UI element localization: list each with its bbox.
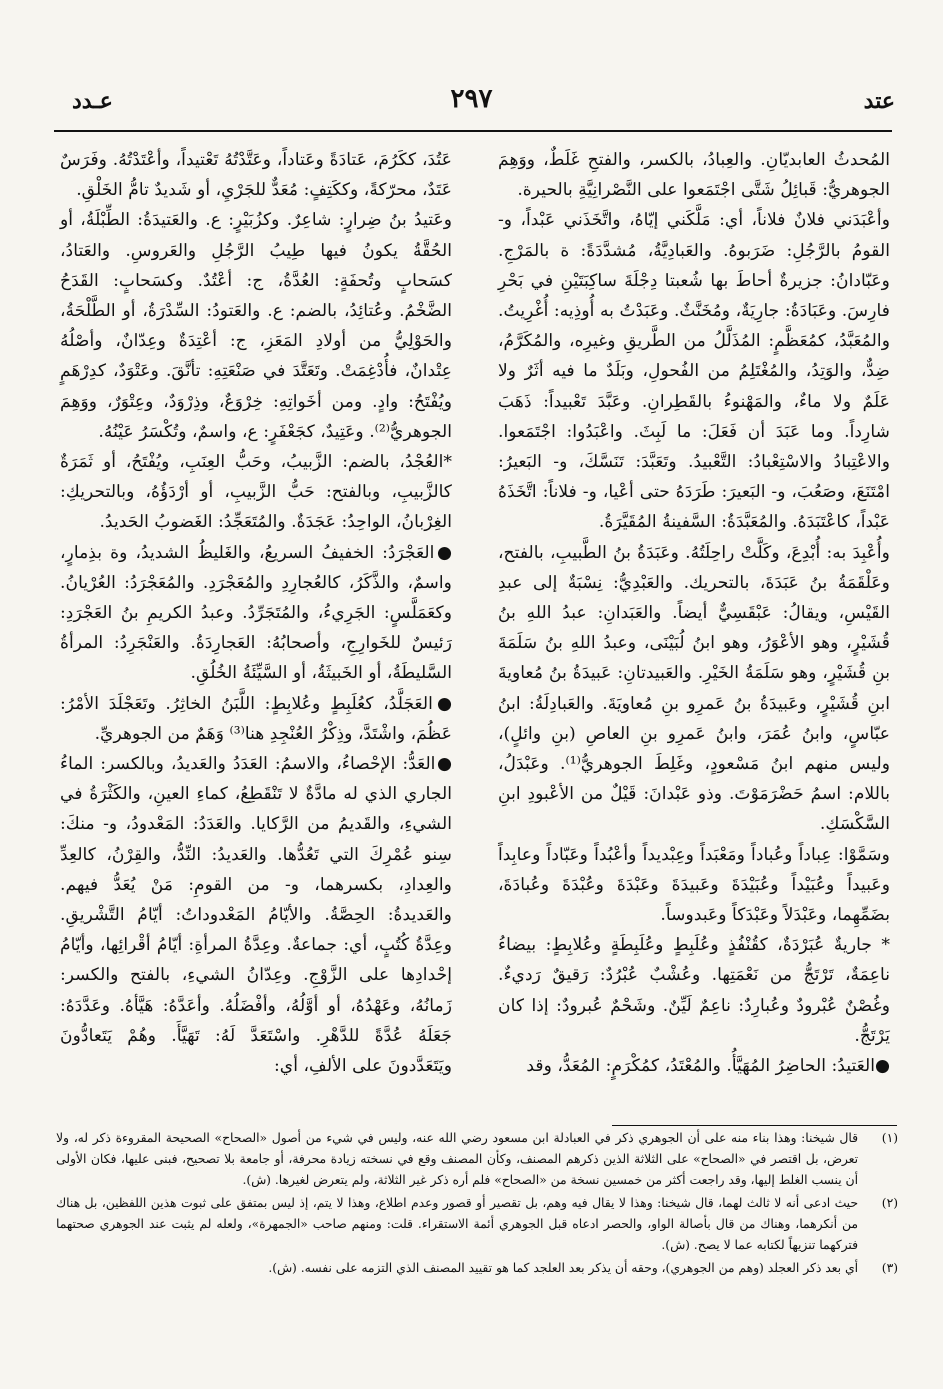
paragraph: * جاريةٌ عُبَرْدَةٌ، كقُنْفُذٍ وعُلَبِطٍ وعُلَبِطَةٍ وعُلابِطٍ: بيضاءُ ناعِمَةٌ، تَرْتَجُّ من نَعْمَتِها. وعُشْبٌ عُبْرُدٌ: رَقيقٌ رَديءٌ. وغُصْنٌ عُبْرودٌ وعُبارِدٌ: ناعِمٌ لَيِّنٌ. وشَحْمٌ عُبرودٌ: إذا كان يَرْتَجُّ. [498,935,890,1046]
footnote-number: (٣) [881,1261,898,1275]
footnote [56,1193,898,1256]
paragraph: ●العَتيدُ: الحاضِرُ المُهَيَّأُ. والمُعْتَدُ، كمُكْرَمٍ: المُعَدُّ، وقد [526,1056,890,1077]
footnote-number: (٢) [881,1196,898,1210]
footnote [56,1258,898,1279]
footnote-number: (١) [881,1131,898,1145]
paragraph: ●العَجْرَدُ: الخفيفُ السريعُ، والغَليظُ الشديدُ، وة بذِمارٍ، واسمٌ، والذَّكَرُ، كالعُجارِدِ والمُعَجْرَدِ. والمُعَجْرَدُ: العُرْيانُ. وكعَمَلَّسٍ: الجَرِيءُ، والمُتَجَرِّدُ. وعبدُ الكريمِ بنُ العَجْرَدِ: رَئيسٌ للخَوارِجِ، وأصحابُهُ: العَجارِدَةُ. والعَنْجَرِدُ: المرأةُ السَّليطَةُ، أو الخَبيثَةُ، أو السَّيِّئَةُ الخُلُقِ. [60,542,452,684]
left-column [60,145,452,1081]
paragraph: وعَتيدُ بنُ ضِرارٍ: شاعِرٌ. وكزُبَيْرٍ: ع. والعَتيدَةُ: الطِّبْلَةُ، أو الحُقَّةُ يكونُ فيها طِيبُ الرَّجُلِ والعَروسِ. والعَتادُ، كسَحابٍ وتُحفَةٍ: العُدَّةُ، ج: أعْتُدٌ. وكسَحابٍ: القَدَحُ الضَّخْمُ. وعُتائِدُ، بالضم: ع. والعَتودُ: السِّدْرَةُ، أو الطَّلْحَةُ، والحَوْلِيُّ من أولادِ المَعَزِ، ج: أعْتِدَةٌ وعِدّانٌ، وأصْلُهُ عِتْدانٌ، فأُدْغِمَتْ. وتَعَتَّدَ في صَنْعَتِهِ: تأنَّقَ. وعَتْوَدٌ، كدِرْهَمٍ ويُفْتَحُ: وادٍ. ومن أخَواتِهِ: خِرْوَعٌ، وذِرْوَدٌ، وعِتْوَرٌ، ووَهِمَ الجوهريُّ⁽²⁾. وعَتِيدٌ، كجَعْفَرٍ: ع، واسمٌ، وتُكْسَرُ عَيْنُهُ. [60,210,452,442]
paragraph: عَتُدَ، ككَرُمَ، عَتادَةً وعَتاداً، وعَتَّدْتُهُ تَعْتيداً، وأعْتَدْتُهُ. وفَرَسٌ عَتَدٌ، محرّكةً، وككَتِفٍ: مُعَدٌّ للجَرْيِ، أو شَديدٌ تامُّ الخَلْقِ. [60,150,452,201]
paragraph: المُحدثُ العابديّانِ. والعِبادُ، بالكسر، والفتحِ غَلَطٌ، ووَهِمَ الجوهريُّ: قَبائِلُ شَتَّى اجْتَمَعوا على النَّصْرانِيَّةِ بالحيرة. [498,150,890,201]
right-column [498,145,890,1081]
paragraph: وأُعْبِدَ به: أُبْدِعَ، وكَلَّتْ راحِلَتُهُ. وعَبَدَةُ بنُ الطَّبيبِ، بالفتح، وعَلْقَمَةُ بنُ عَبَدَةَ، بالتحريك. والعَبْدِيُّ: نِسْبَةٌ إلى عبدِ القَيْسِ، ويقالُ: عَبْقَسِيٌّ أيضاً. والعَبَدانِ: عبدُ اللهِ بنُ قُشَيْرٍ، وهو الأعْوَرُ، وهو ابنُ لُبَيْنَى، وعبدُ اللهِ بنُ سَلَمَةَ بنِ قُشَيْرٍ، وهو سَلَمَةُ الخَيْرِ. والعَبيدتانِ: عَبيدَةُ بنُ مُعاويةَ ابنِ قُشَيْرٍ، وعَبيدَةُ بنُ عَمرِو بنِ مُعاويَةَ. والعَبادِلَةُ: ابنُ عبّاسٍ، وابنُ عُمَرَ، وابنُ عَمرِو بنِ العاصِ (بنِ وائلٍ)، وليس منهم ابنُ مَسْعودٍ، وغَلِطَ الجوهريُّ⁽¹⁾. وعَبْدَلُ، باللام: اسمُ حَضْرَمَوْتَ. وذو عَبْدانَ: قَيْلٌ من الأعْبودِ ابنِ السَّكْسَكِ. [498,542,890,835]
paragraph: وسَمَّوْا: عِباداً وعُباداً ومَعْبَداً وعِبْديداً وأعْبُداً وعَبّاداً وعابِداً وعَبيداً وعُبَيْداً وعُبَيْدَةَ وعَبيدَةَ وعَبْدَةَ وعُبْدَةَ وعُبادَةَ، بضَمِّهِما، وعَبْدَلاً وعَبْدَكاً وعَبدوساً. [498,844,890,926]
paragraph: ●العَجَلَّدُ، كعُلَبِطٍ وعُلابِطٍ: اللَّبَنُ الخاثِرُ. وتَعَجْلَدَ الأمْرُ: عَظُمَ، واشْتَدَّ، وذِكْرُ العُنْجِدِ هنا⁽³⁾ وَهَمٌ من الجوهريِّ. [60,693,452,744]
page-number: ٢٩٧ [450,84,493,114]
footnote-text: قال شيخنا: وهذا بناء منه على أن الجوهري ذكر في العبادلة ابن مسعود رضي الله عنه، وليس في شيء من أصول «الصحاح» الصحيحة المقروءة ذكر له، ولا تعرض، بل اقتصر في «الصحاح» على الثلاثة الذين ذكرهم المصنف، وكأن المصنف وقع في نسخته زيادة محرفة، أو جامعة بلا تصحيح، فبنى عليها، فكان الأولى أن ينسب الغلط إليها، وقد راجعت أكثر من خمسين نسخة من «الصحاح» فلم أره ذكر غير الثلاثة، ولم يتعرض لغيرها. (ش). [56,1131,858,1187]
footnotes [56,1128,898,1281]
paragraph: وأعْبَدَني فلانٌ فلاناً، أي: مَلَّكَني إيّاهُ، واتَّخَذَني عَبْداً، و- القومُ بالرَّجُلِ: ضَرَبوهُ. والعَبادِيَّةُ، مُشدَّدَةً: ة بالمَرْجِ. وعَبّادانُ: جزيرةٌ أحاطَ بها شُعبتا دِجْلَةَ ساكِبَتَيْنِ في بَحْرِ فارِسَ. وعَبَادَةُ: جارِيَةٌ، ومُخَنَّثٌ. وعَبَدْتُ به أُوذِيه: أُغْرِيتُ. والمُعَبَّدُ، كمُعَظَّمٍ: المُذَلَّلُ من الطَّريقِ وغيرِه، والمُكَرَّمُ، ضِدٌّ، والوَتِدُ، والمُغْتَلِمُ من الفُحولِ، وبَلَدٌ ما فيه أثَرٌ ولا عَلَمٌ ولا ماءٌ، والمَهْنوءُ بالقَطِرانِ. وعَبَّدَ تَعْبيداً: ذَهَبَ شارِداً. وما عَبَدَ أن فَعَلَ: ما لَبِثَ. واعْبَدُوا: اجْتَمَعوا. والاعْتِبادُ والاسْتِعْبادُ: التَّعْبيدُ. وتَعَبَّدَ: تَنَسَّكَ، و- البَعيرُ: امْتَنَعَ، وصَعُبَ، و- البَعيرَ: طَرَدَهُ حتى أعْيا، و- فلاناً: اتَّخَذَهُ عَبْداً، كاعْتَبَدَهُ. والمُعَبَّدَةُ: السَّفينةُ المُقَيَّرَةُ. [498,210,890,533]
header-entry-word-left: عـدد [72,88,113,114]
header-entry-word-right: عتد [863,88,895,114]
paragraph: *العُجْدُ، بالضم: الزَّبيبُ، وحَبُّ العِنَبِ، ويُفْتَحُ، أو ثَمَرَةٌ كالزَّبيبِ، وبالفتح: حَبُّ الزَّبيبِ، أو أرْدَؤُهُ، وبالتحريكِ: الغِرْبانُ، الواحِدُ: عَجَدَةٌ. والمُتَعَجِّدُ: الغَضوبُ الحَديدُ. [60,452,452,533]
footnote-text: أي بعد ذكر العجلد (وهم من الجوهري)، وحقه أن يذكر بعد العلجد كما هو تقييد المصنف الذي التزمه على نفسه. (ش). [268,1261,858,1275]
footnote-rule [612,1125,897,1126]
paragraph: ●العَدُّ: الإحْصاءُ، والاسمُ: العَدَدُ والعَديدُ، وبالكسر: الماءُ الجاري الذي له مادَّةٌ لا تَنْقَطِعُ، كماءِ العينِ، والكَثْرَةُ في الشيءِ، والقَديمُ من الرَّكايا. والعَدَدُ: المَعْدودُ، و- منكَ: سِنو عُمْرِكَ التي تَعُدُّها. والعَديدُ: النِّدُّ، والقِرْنُ، كالعِدِّ والعِدادِ، بكسرهما، و- من القومِ: مَنْ يُعَدُّ فيهم. والعَديدةُ: الحِصَّةُ. والأيّامُ المَعْدوداتُ: أيّامُ التَّشْريقِ. وعِدَّةُ كُتُبٍ، أي: جماعةٌ. وعِدَّةُ المرأةِ: أيّامُ أقْرائِها، وأيّامُ إحْدادِها على الزَّوْجِ. وعِدّانُ الشيءِ، بالفتح والكسر: زَمانُهُ، وعَهْدُهُ، أو أوَّلُهُ، وأفْضَلُهُ. وأعَدَّهُ: هَيَّأهُ. وعَدَّدَهُ: جَعَلَهُ عُدَّةً للدَّهْرِ. واسْتَعَدَّ لَهُ: تَهَيَّأَ. وهُمْ يَتَعادُّونَ ويَتَعَدَّدونَ على الألفِ، أي: [60,754,452,1077]
footnote [56,1128,898,1191]
footnote-text: حيث ادعى أنه لا ثالث لهما، قال شيخنا: وهذا لا يقال فيه وهم، بل تقصير أو قصور وعدم اطلاع، وهذا لا يتم، إذ ليس بمتفق على ثبوت هذين اللفظين، بل هناك من أنكرهما، وهناك من قال بأصالة الواو، والحصر ادعاه قبل الجوهري أئمة الاستقراء. قلت: ومنهم صاحب «الجمهرة»، ولعله لم يثبت عند الجوهري صحتهما فتركهما تنزيهاً لكتابه عما لا يصح. (ش). [56,1196,858,1252]
header-rule [54,130,892,132]
